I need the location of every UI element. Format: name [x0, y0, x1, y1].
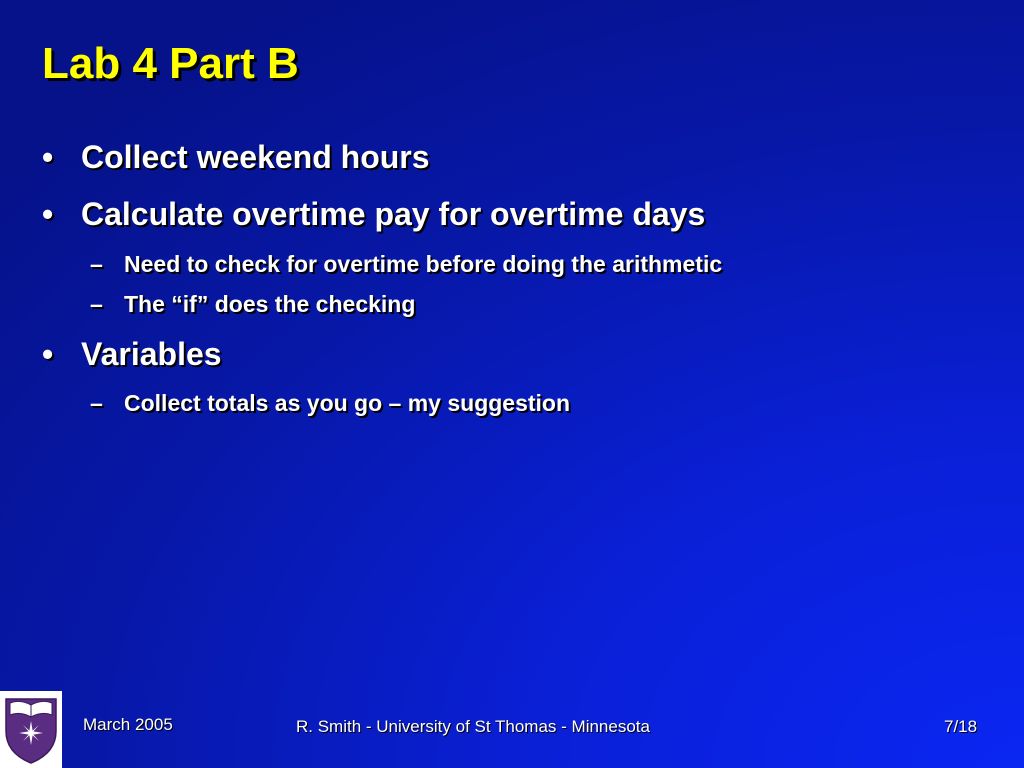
university-of-st-thomas-shield-icon [0, 691, 62, 768]
bullet-marker: • [42, 139, 54, 175]
bullet-collect-weekend-hours: Collect weekend hours [81, 139, 430, 175]
sub-bullet-collect-totals: Collect totals as you go – my suggestion [124, 390, 571, 416]
university-logo [0, 691, 62, 768]
sub-bullet-marker: – [90, 251, 103, 277]
bullet-marker: • [42, 196, 54, 232]
sub-bullet-if-checking: The “if” does the checking [124, 291, 416, 317]
bullet-variables: Variables [81, 336, 222, 372]
sub-bullet-marker: – [90, 390, 103, 416]
bullet-marker: • [42, 336, 54, 372]
bullet-calculate-overtime: Calculate overtime pay for overtime days [81, 196, 706, 232]
slide-title: Lab 4 Part B [42, 39, 299, 88]
footer-date: March 2005 [83, 715, 173, 734]
sub-bullet-check-overtime: Need to check for overtime before doing the arithmetic [124, 251, 723, 277]
footer-presenter: R. Smith - University of St Thomas - Minnesota [296, 717, 650, 736]
sub-bullet-marker: – [90, 291, 103, 317]
footer-page-number: 7/18 [944, 717, 978, 736]
